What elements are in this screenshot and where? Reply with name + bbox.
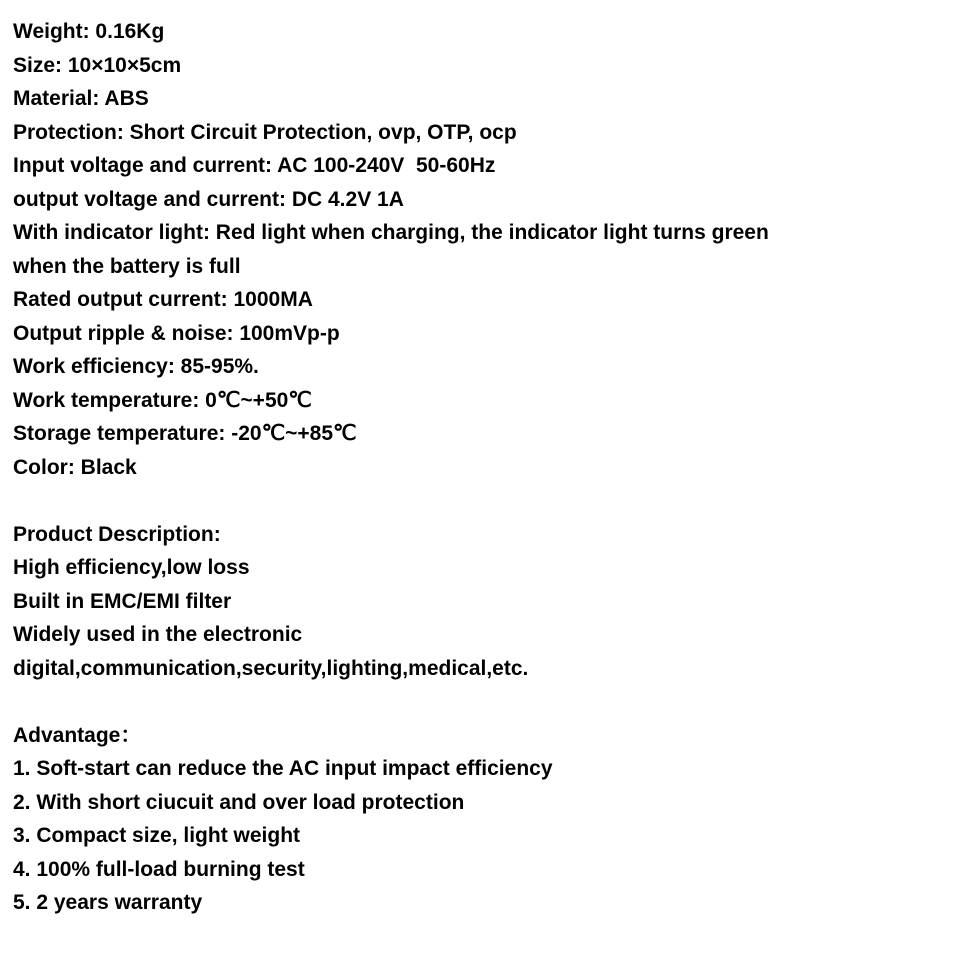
advantage-item: 4. 100% full-load burning test	[13, 857, 305, 881]
spec-line-indicator-light-wrap: when the battery is full	[13, 254, 241, 278]
spec-line-protection: Protection: Short Circuit Protection, ovp, OTP, ocp	[13, 120, 517, 144]
advantage-item: 1. Soft-start can reduce the AC input impact efficiency	[13, 757, 553, 780]
advantage-item: 3. Compact size, light weight	[13, 824, 301, 847]
spec-line-color: Color: Black	[13, 455, 137, 479]
spec-line-rated-output: Rated output current: 1000MA	[13, 288, 313, 311]
spec-line-size: Size: 10×10×5cm	[13, 53, 182, 77]
spec-line-output-voltage: output voltage and current: DC 4.2V 1A	[13, 187, 404, 211]
section-gap	[13, 685, 947, 719]
advantage-item: 2. With short ciucuit and over load protection	[13, 790, 465, 814]
spec-line-storage-temperature: Storage temperature: -20℃~+85℃	[13, 422, 357, 445]
spec-line-work-efficiency: Work efficiency: 85-95%.	[13, 355, 259, 378]
spec-line-weight: Weight: 0.16Kg	[13, 20, 165, 43]
description-line: Built in EMC/EMI filter	[13, 589, 232, 613]
specs-section	[13, 15, 947, 484]
description-line: digital,communication,security,lighting,medical,etc.	[13, 656, 529, 680]
description-line: Widely used in the electronic	[13, 623, 303, 646]
spec-line-input-voltage: Input voltage and current: AC 100-240V 50-60Hz	[13, 154, 496, 177]
description-section	[13, 518, 947, 686]
advantages-heading: Advantage：	[13, 723, 142, 747]
advantage-item: 5. 2 years warranty	[13, 891, 203, 914]
spec-line-ripple-noise: Output ripple & noise: 100mVp-p	[13, 321, 340, 345]
spec-line-indicator-light: With indicator light: Red light when charging, the indicator light turns green	[13, 221, 769, 244]
spec-line-work-temperature: Work temperature: 0℃~+50℃	[13, 388, 312, 412]
spec-line-material: Material: ABS	[13, 87, 149, 110]
advantages-section	[13, 719, 947, 920]
description-line: High efficiency,low loss	[13, 556, 250, 579]
section-gap	[13, 484, 947, 518]
description-heading: Product Description:	[13, 522, 221, 546]
